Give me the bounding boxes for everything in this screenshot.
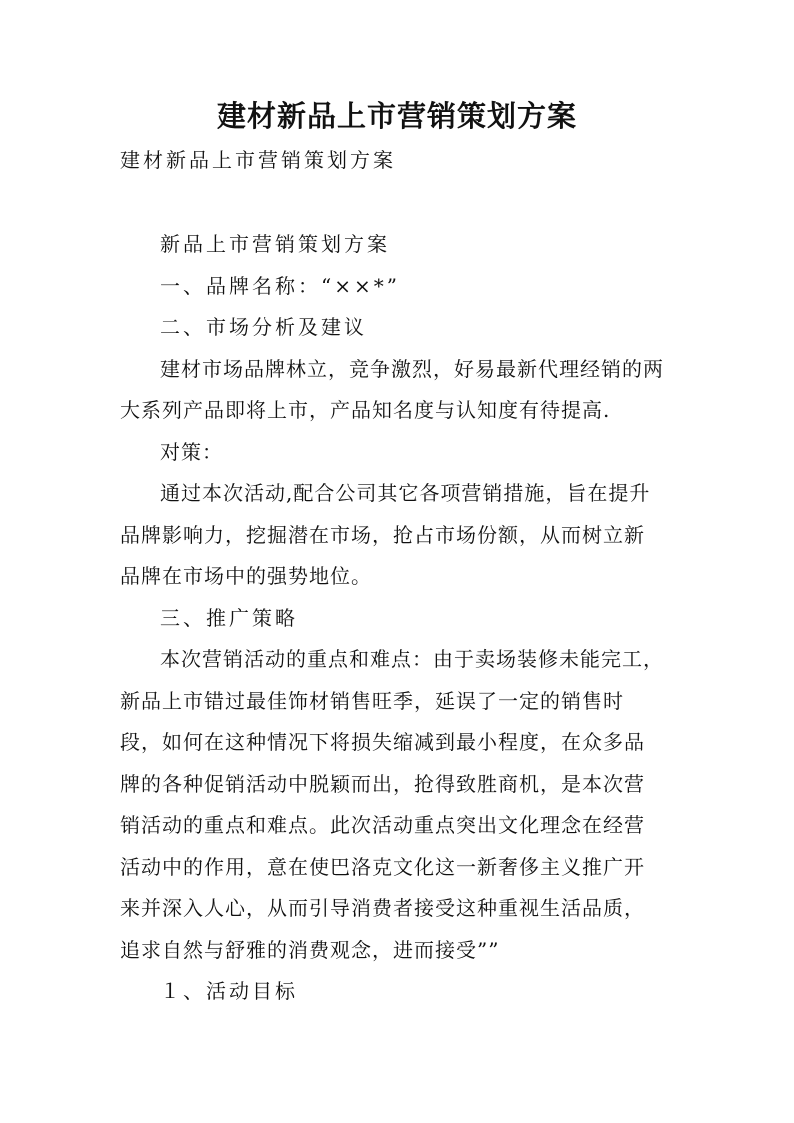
section-heading: 一、品牌名称：“××*” xyxy=(160,273,400,298)
paragraph: 本次营销活动的重点和难点：由于卖场装修未能完工，新品上市错过最佳饰材销售旺季，延误了一定的销售时段，如何在这种情况下将损失缩减到最小程度，在众多品牌的各种促销活动中脱颖而出，抢得致胜商机，是本次营销活动的重点和难点。此次活动重点突出文化理念在经营活动中的作用，意在使巴洛克文化这一新奢侈主义推广开来并深入人心，从而引导消费者接受这种重视生活品质，追求自然与舒雅的消费观念，进而接受”” xyxy=(120,647,664,962)
document-title: 建材新品上市营销策划方案 xyxy=(216,99,577,133)
section-heading: 二、市场分析及建议 xyxy=(160,315,367,339)
section-heading: 新品上市营销策划方案 xyxy=(160,232,390,256)
paragraph: 建材市场品牌林立，竞争激烈，好易最新代理经销的两大系列产品即将上市，产品知名度与认知度有待提高. xyxy=(120,356,664,422)
paragraph: 对策： xyxy=(160,439,223,464)
section-heading: 三、推广策略 xyxy=(160,605,298,630)
section-heading: １、活动目标 xyxy=(160,979,298,1003)
paragraph: 通过本次活动,配合公司其它各项营销措施，旨在提升品牌影响力，挖掘潜在市场，抢占市场份额，从而树立新品牌在市场中的强势地位。 xyxy=(120,481,651,588)
document-subtitle: 建材新品上市营销策划方案 xyxy=(120,148,396,172)
document-body xyxy=(120,224,665,1013)
